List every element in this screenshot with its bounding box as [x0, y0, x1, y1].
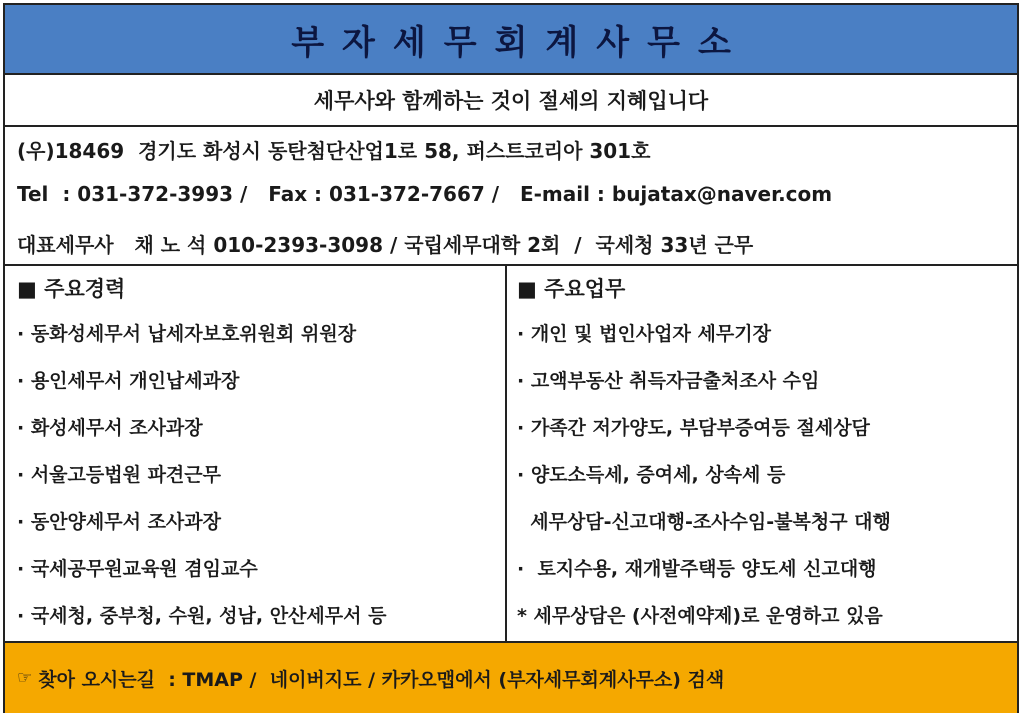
career-item: · 화성세무서 조사과장 [17, 417, 203, 439]
career-item: · 동화성세무서 납세자보호위원회 위원장 [17, 323, 357, 345]
service-item: · 양도소득세, 증여세, 상속세 등 [517, 464, 786, 486]
services-column [517, 267, 1013, 640]
address-line: (우)18469 경기도 화성시 동탄첨단산업1로 58, 퍼스트코리아 301호 [17, 139, 651, 163]
service-item: * 세무상담은 (사전예약제)로 운영하고 있음 [517, 605, 883, 627]
career-column [17, 267, 497, 640]
career-item: · 동안양세무서 조사과장 [17, 511, 221, 533]
service-item: 세무상담-신고대행-조사수임-불복청구 대행 [517, 511, 891, 533]
service-item: · 가족간 저가양도, 부담부증여등 절세상담 [517, 417, 870, 439]
office-info-card [3, 3, 1019, 713]
career-item: · 용인세무서 개인납세과장 [17, 370, 240, 392]
column-divider [505, 265, 507, 641]
section-divider [5, 264, 1017, 266]
slogan: 세무사와 함께하는 것이 절세의 지혜입니다 [5, 75, 1017, 127]
office-title: 부자세무회계사무소 [291, 22, 749, 63]
career-item: · 국세청, 중부청, 수원, 성남, 안산세무서 등 [17, 605, 387, 627]
service-item: · 토지수용, 재개발주택등 양도세 신고대행 [517, 558, 877, 580]
directions-text: 찾아 오시는길 : TMAP / 네이버지도 / 카카오맵에서 (부자세무회계사무소) 검색 [38, 668, 725, 691]
career-item: · 서울고등법원 파견근무 [17, 464, 221, 486]
career-heading: ■ 주요경력 [17, 277, 126, 301]
directions-footer [5, 641, 1017, 713]
service-item: · 고액부동산 취득자금출처조사 수임 [517, 370, 820, 392]
contact-line: Tel : 031-372-3993 / Fax : 031-372-7667 / E-mail : bujatax@naver.com [17, 182, 833, 206]
title-bar [5, 5, 1017, 75]
service-item: · 개인 및 법인사업자 세무기장 [517, 323, 771, 345]
services-heading: ■ 주요업무 [517, 277, 626, 301]
representative-line: 대표세무사 채 노 석 010-2393-3098 / 국립세무대학 2회 / 국세청 33년 근무 [17, 233, 754, 257]
pointing-hand-icon: ☞ [17, 668, 33, 688]
career-item: · 국세공무원교육원 겸임교수 [17, 558, 258, 580]
